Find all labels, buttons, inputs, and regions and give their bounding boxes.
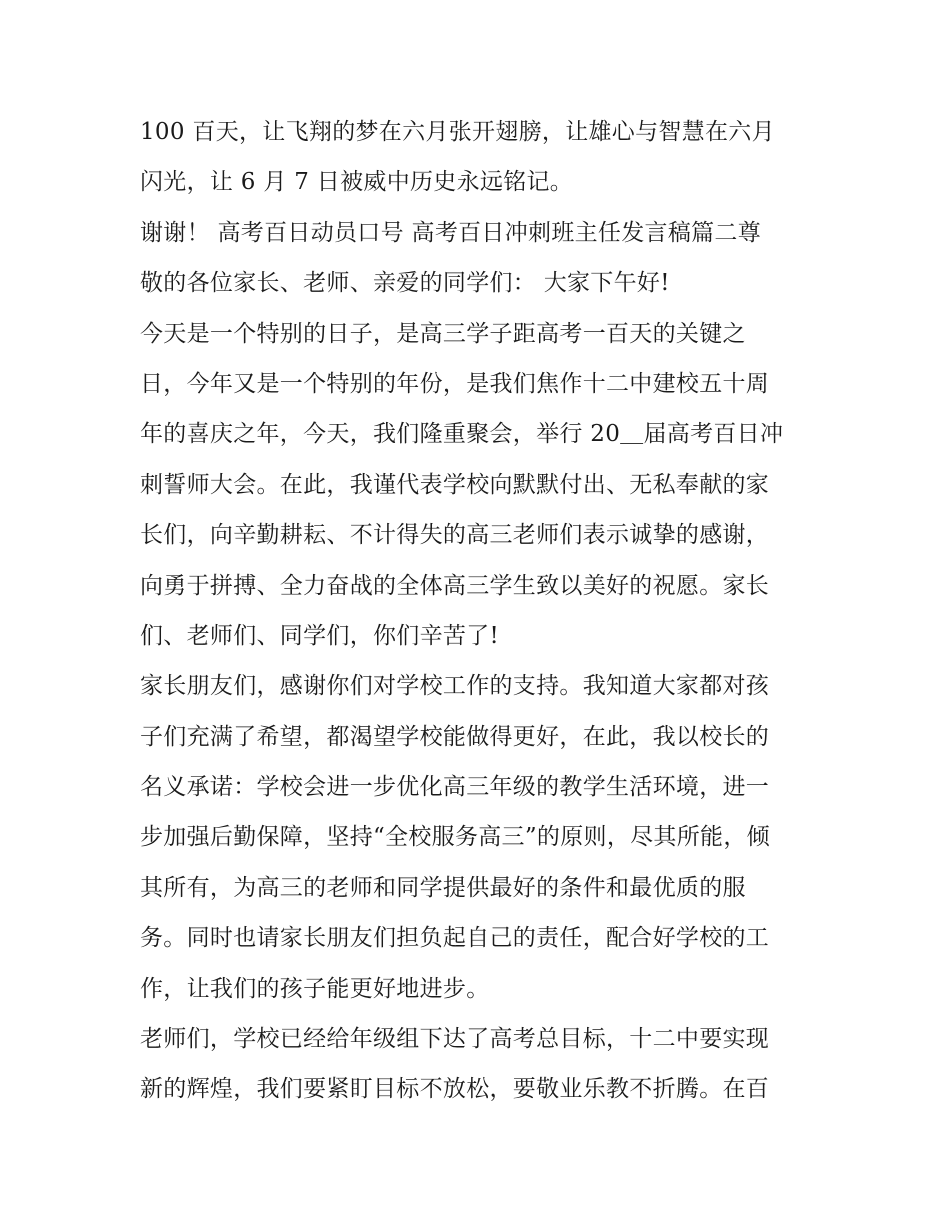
text-line: 务。同时也请家长朋友们担负起自己的责任，配合好学校的工 <box>140 925 770 952</box>
text-line: 今天是一个特别的日子，是高三学子距高考一百天的关键之 <box>140 320 746 347</box>
text-line: 100 百天，让飞翔的梦在六月张开翅膀，让雄心与智慧在六月 <box>140 119 775 145</box>
text-line: 名义承诺：学校会进一步优化高三年级的教学生活环境，进一 <box>140 774 770 801</box>
text-line: 家长朋友们，感谢你们对学校工作的支持。我知道大家都对孩 <box>140 673 770 700</box>
text-line: 子们充满了希望，都渴望学校能做得更好，在此，我以校长的 <box>140 723 770 750</box>
text-line: 老师们，学校已经给年级组下达了高考总目标，十二中要实现 <box>140 1026 770 1053</box>
text-line: 们、老师们、同学们，你们辛苦了! <box>140 622 500 649</box>
text-line: 刺誓师大会。在此，我谨代表学校向默默付出、无私奉献的家 <box>140 471 770 498</box>
text-line: 向勇于拼搏、全力奋战的全体高三学生致以美好的祝愿。家长 <box>140 572 770 599</box>
text-line: 日，今年又是一个特别的年份，是我们焦作十二中建校五十周 <box>140 370 770 397</box>
text-line: 年的喜庆之年，今天，我们隆重聚会，举行 20＿届高考百日冲 <box>140 421 784 448</box>
text-line: 新的辉煌，我们要紧盯目标不放松，要敬业乐教不折腾。在百 <box>140 1076 770 1103</box>
text-line: 谢谢！ 高考百日动员口号 高考百日冲刺班主任发言稿篇二尊 <box>140 219 762 246</box>
text-line: 步加强后勤保障，坚持“全校服务高三”的原则，尽其所能，倾 <box>140 824 770 851</box>
document-body <box>140 107 820 1115</box>
text-line: 长们，向辛勤耕耘、不计得失的高三老师们表示诚挚的感谢， <box>140 522 770 549</box>
text-line: 闪光，让 6 月 7 日被威中历史永远铭记。 <box>140 169 574 196</box>
text-line: 敬的各位家长、老师、亲爱的同学们： 大家下午好! <box>140 270 670 297</box>
text-line: 其所有，为高三的老师和同学提供最好的条件和最优质的服 <box>140 874 746 901</box>
text-line: 作，让我们的孩子能更好地进步。 <box>140 975 490 1002</box>
